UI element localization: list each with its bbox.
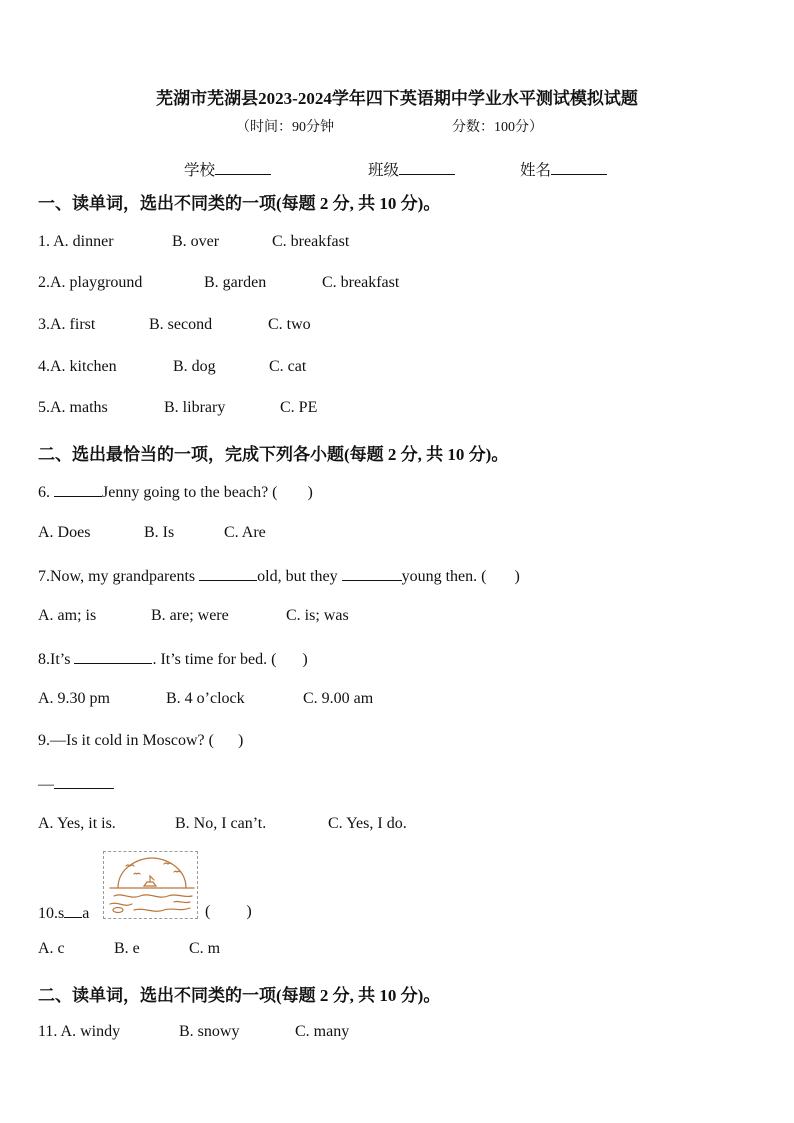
- question-5: [38, 399, 318, 417]
- question-3-c: C. two: [268, 316, 311, 333]
- question-10-options: [38, 940, 221, 958]
- question-8-text-2: . It’s time for bed. (: [152, 651, 277, 668]
- question-6-c: C. Are: [224, 524, 266, 541]
- question-3-a: 3.A. first: [38, 316, 96, 333]
- question-9-c: C. Yes, I do.: [328, 815, 407, 832]
- question-10-c: C. m: [189, 940, 221, 957]
- name-field: [520, 158, 607, 180]
- question-4-b: B. dog: [173, 358, 216, 375]
- question-10-text-2: a: [82, 905, 90, 922]
- question-10-a: A. c: [38, 940, 65, 957]
- question-7-options: [38, 607, 349, 625]
- question-7-close: ): [514, 568, 520, 585]
- question-8: [38, 649, 308, 669]
- sea-sunset-drawing-icon: [103, 851, 198, 919]
- question-2-b: B. garden: [204, 274, 267, 291]
- question-7-text-1: 7.Now, my grandparents: [38, 568, 200, 585]
- question-11-c: C. many: [295, 1023, 350, 1040]
- question-2-a: 2.A. playground: [38, 274, 143, 291]
- question-4-c: C. cat: [269, 358, 307, 375]
- question-7-a: A. am; is: [38, 607, 97, 624]
- question-8-blank: [74, 649, 152, 664]
- question-10-open: (: [205, 903, 211, 920]
- question-8-close: ): [302, 651, 308, 668]
- question-1-b: B. over: [172, 233, 220, 250]
- question-9: [38, 732, 243, 750]
- question-7-b: B. are; were: [151, 607, 229, 624]
- question-9-b: B. No, I can’t.: [175, 815, 267, 832]
- question-9-a: A. Yes, it is.: [38, 815, 116, 832]
- question-3: [38, 316, 311, 334]
- question-6: [38, 482, 313, 502]
- question-10-blank: [64, 903, 82, 918]
- question-9-blank: [54, 774, 114, 789]
- question-2: [38, 274, 400, 292]
- exam-title: 芜湖市芜湖县2023-2024学年四下英语期中学业水平测试模拟试题: [156, 89, 638, 108]
- question-1: [38, 233, 350, 251]
- question-4: [38, 358, 307, 376]
- question-6-close: ): [307, 484, 313, 501]
- class-label: 班级: [368, 162, 400, 179]
- question-6-options: [38, 524, 266, 542]
- school-blank: [215, 160, 271, 175]
- exam-score: 分数：100分）: [452, 120, 543, 135]
- question-9-text: 9.—Is it cold in Moscow? (: [38, 732, 214, 749]
- question-7-c: C. is; was: [286, 607, 349, 624]
- question-9-close: ): [237, 732, 244, 749]
- question-9-dash: —: [38, 776, 54, 793]
- question-5-b: B. library: [164, 399, 226, 416]
- question-7-blank-2: [342, 566, 402, 581]
- question-10: [38, 903, 89, 923]
- question-10-paren: [205, 903, 252, 921]
- question-8-a: A. 9.30 pm: [38, 690, 110, 707]
- question-7: [38, 566, 520, 586]
- class-field: [368, 158, 455, 180]
- question-6-blank: [54, 482, 102, 497]
- question-8-b: B. 4 o’clock: [166, 690, 245, 707]
- question-11-a: 11. A. windy: [38, 1023, 121, 1040]
- question-9-options: [38, 815, 407, 833]
- school-field: [184, 158, 271, 180]
- section3-heading: 二、读单词，选出不同类的一项(每题 2 分, 共 10 分)。: [38, 986, 441, 1005]
- name-blank: [551, 160, 607, 175]
- question-1-a: 1. A. dinner: [38, 233, 114, 250]
- question-5-a: 5.A. maths: [38, 399, 108, 416]
- section1-heading: 一、读单词，选出不同类的一项(每题 2 分, 共 10 分)。: [38, 194, 441, 213]
- question-9-answer: [38, 774, 114, 794]
- question-2-c: C. breakfast: [322, 274, 400, 291]
- question-8-text-1: 8.It’s: [38, 651, 75, 668]
- question-10-close: ): [246, 903, 252, 920]
- section2-heading: 二、选出最恰当的一项，完成下列各小题(每题 2 分, 共 10 分)。: [38, 445, 509, 464]
- question-6-a: A. Does: [38, 524, 91, 541]
- name-label: 姓名: [520, 162, 552, 179]
- question-10-text-1: 10.s: [38, 905, 65, 922]
- question-4-a: 4.A. kitchen: [38, 358, 117, 375]
- question-11: [38, 1023, 350, 1041]
- question-7-blank-1: [199, 566, 257, 581]
- school-label: 学校: [184, 162, 216, 179]
- question-6-number: 6.: [38, 484, 54, 501]
- question-6-text: Jenny going to the beach? (: [102, 484, 278, 501]
- question-3-b: B. second: [149, 316, 213, 333]
- class-blank: [399, 160, 455, 175]
- question-1-c: C. breakfast: [272, 233, 350, 250]
- question-10-b: B. e: [114, 940, 140, 957]
- sea-sunset-drawing: [104, 852, 197, 918]
- question-11-b: B. snowy: [179, 1023, 240, 1040]
- exam-time: （时间：90分钟: [236, 120, 334, 135]
- question-7-text-2: old, but they: [257, 568, 342, 585]
- question-5-c: C. PE: [280, 399, 318, 416]
- question-8-options: [38, 690, 374, 708]
- question-6-b: B. Is: [144, 524, 175, 541]
- question-7-text-3: young then. (: [401, 568, 487, 585]
- question-8-c: C. 9.00 am: [303, 690, 374, 707]
